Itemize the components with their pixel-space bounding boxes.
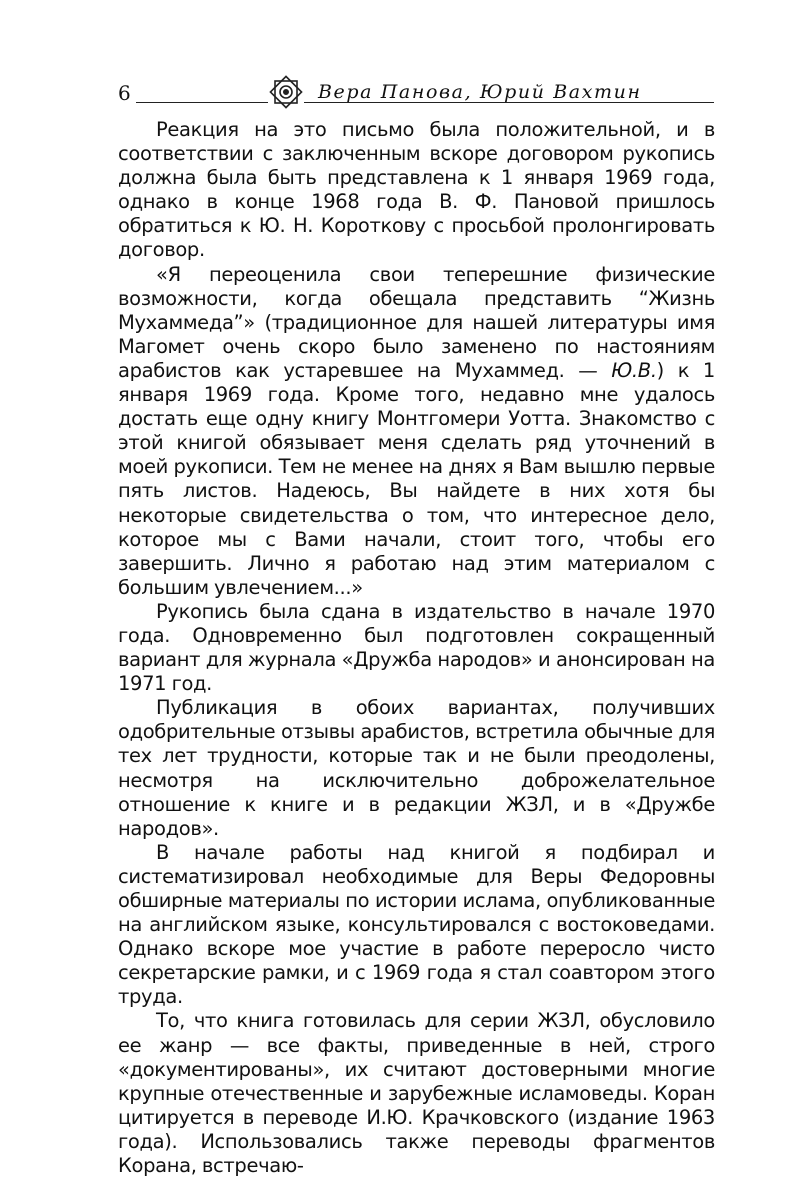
paragraph-3: Рукопись была сдана в издательство в начале 1970 года. Одновременно был подготовлен сокращенный вариант для журнала «Дружба народов» и анонсирован на 1971 год. (118, 599, 715, 696)
paragraph-5: В начале работы над книгой я подбирал и систематизировал необходимые для Веры Федоровны обширные материалы по истории ислама, опубликованные на английском языке, консультировался с востоковедами. Однако вскоре мое участие в работе переросло чисто секретарские рамки, и с 1969 года я стал соавтором этого труда. (118, 840, 715, 1009)
page-number: 6 (118, 81, 131, 105)
running-head: Вера Панова, Юрий Вахтин (318, 81, 642, 103)
page-header (118, 72, 714, 112)
paragraph-4: Публикация в обоих вариантах, получивших одобрительные отзывы арабистов, встретила обычные для тех лет трудности, которые так и не были преодолены, несмотря на исключительно доброжелательное отношение к книге и в редакции ЖЗЛ, и в «Дружбе народов». (118, 696, 715, 840)
paragraph-2 (118, 263, 715, 600)
paragraph-2-initials: Ю.В. (611, 358, 657, 382)
paragraph-1: Реакция на это письмо была положительной, и в соответствии с заключенным вскоре договором рукопись должна была быть представлена к 1 января 1969 года, однако в конце 1968 года В. Ф. Пановой пришлось обратиться к Ю. Н. Короткову с просьбой пролонгировать договор. (118, 118, 715, 262)
paragraph-2-part-2: ) к 1 января 1969 года. Кроме того, недавно мне удалось достать еще одну книгу Монтгомери Уотта. Знакомство с этой книгой обязывает меня сделать ряд уточнений в моей рукописи. Тем не менее на днях я Вам вышлю первые пять листов. Надеюсь, Вы найдете в них хотя бы некоторые свидетельства о том, что интересное дело, которое мы с Вами начали, стоит того, чтобы его завершить. Лично я работаю над этим материалом с большим увлечением...» (118, 358, 715, 599)
rosette-ornament-icon (266, 72, 306, 112)
header-rule-left (136, 102, 268, 103)
paragraph-2-part-1: «Я переоценила свои теперешние физические возможности, когда обещала представить “Жизнь Мухаммеда”» (традиционное для нашей литературы имя Магомет очень скоро было заменено по настояниям арабистов как устаревшее на Мухаммед. — (118, 262, 715, 382)
paragraph-6: То, что книга готовилась для серии ЖЗЛ, обусловило ее жанр — все факты, приведенные в ней, строго «документированы», их считают достоверными многие крупные отечественные и зарубежные исламоведы. Коран цитируется в переводе И.Ю. Крачковского (издание 1963 года). Использовались также переводы фрагментов Корана, встречаю- (118, 1009, 715, 1178)
body-text (118, 118, 715, 1178)
